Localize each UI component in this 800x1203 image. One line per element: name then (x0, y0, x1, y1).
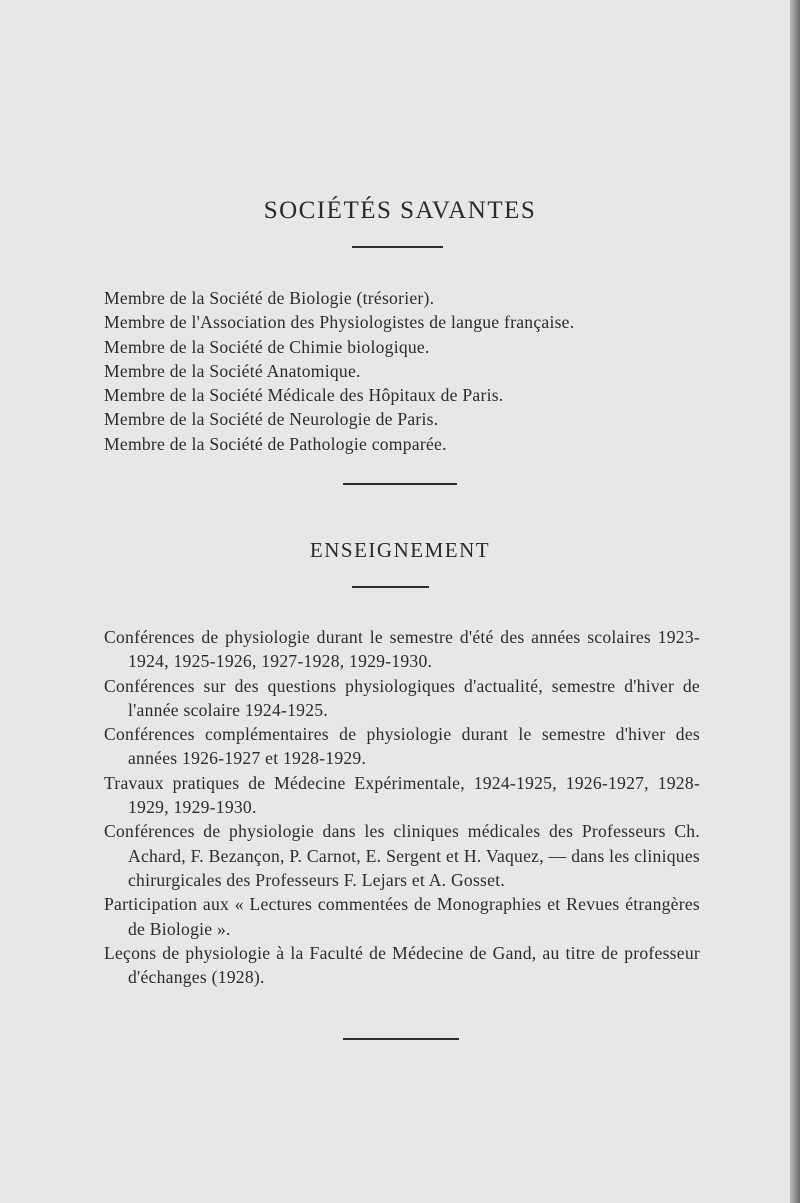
teaching-entry: Conférences sur des questions physiologiques d'actualité, semestre d'hiver de l'année scolaire 1924-1925. (104, 675, 700, 720)
teaching-entry: Conférences complémentaires de physiologie durant le semestre d'hiver des années 1926-1927 et 1928-1929. (104, 724, 700, 769)
membership-item: Membre de l'Association des Physiologistes de langue française. (104, 312, 575, 333)
divider (343, 1038, 459, 1040)
teaching-entry: Leçons de physiologie à la Faculté de Médecine de Gand, au titre de professeur d'échanges (1928). (104, 942, 700, 988)
membership-item: Membre de la Société de Biologie (trésorier). (104, 288, 435, 308)
teaching-entry: Travaux pratiques de Médecine Expérimentale, 1924-1925, 1926-1927, 1928-1929, 1929-1930. (104, 772, 700, 818)
teaching-entry: Conférences de physiologie dans les cliniques médicales des Professeurs Ch. Achard, F. Bezançon, P. Carnot, E. Sergent et H. Vaquez, — dans les cliniques chirurgicales des Professeurs F. Lejars et A. Gosset. (104, 821, 700, 890)
membership-item: Membre de la Société de Pathologie comparée. (104, 433, 447, 454)
membership-item: Membre de la Société de Chimie biologique. (104, 336, 430, 357)
section-heading-enseignement: ENSEIGNEMENT (309, 538, 491, 562)
section-heading-societes-savantes: SOCIÉTÉS SAVANTES (263, 197, 537, 224)
membership-item: Membre de la Société de Neurologie de Paris. (104, 409, 439, 430)
teaching-entry: Conférences de physiologie durant le semestre d'été des années scolaires 1923-1924, 1925-1926, 1927-1928, 1929-1930. (104, 627, 700, 672)
teaching-entry: Participation aux « Lectures commentées de Monographies et Revues étrangères de Biologie ». (104, 894, 700, 939)
divider (352, 246, 443, 248)
memberships-list (104, 286, 700, 456)
membership-item: Membre de la Société Anatomique. (104, 360, 361, 381)
divider (343, 483, 457, 485)
teaching-list (104, 625, 700, 989)
divider (352, 586, 429, 588)
page-edge-shadow (790, 0, 800, 1203)
membership-item: Membre de la Société Médicale des Hôpitaux de Paris. (104, 385, 504, 406)
